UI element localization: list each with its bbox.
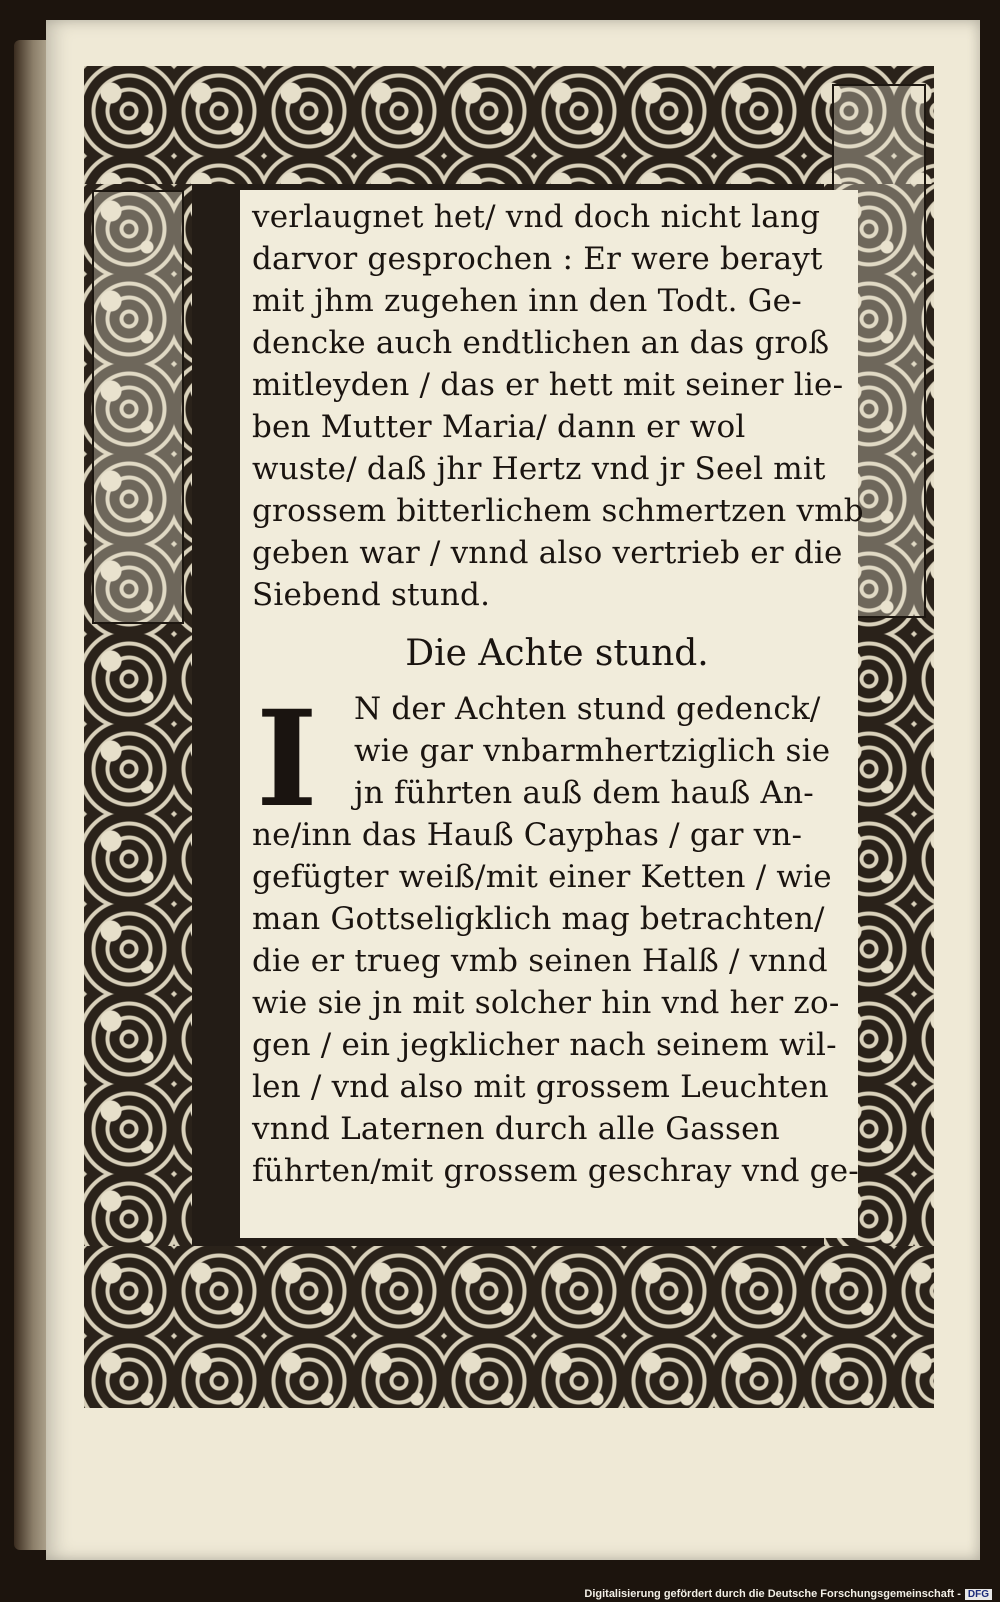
text-line: verlaugnet het/ vnd doch nicht lang (252, 199, 821, 235)
text-line: len / vnd also mit grossem Leuchten (252, 1069, 829, 1105)
text-line: gen / ein jegklicher nach seinem wil- (252, 1027, 837, 1063)
ornament-left-border (84, 184, 192, 1246)
text-line: man Gottseligklich mag betrachten/ (252, 901, 825, 937)
text-line: gefügter weiß/mit einer Ketten / wie (252, 859, 832, 895)
digitization-credit (584, 1588, 992, 1600)
text-line: N der Achten stund gedenck/ (354, 691, 821, 727)
text-line: mit jhm zugehen inn den Todt. Ge- (252, 283, 802, 319)
text-line: die er trueg vmb seinen Halß / vnnd (252, 943, 828, 979)
dfg-logo-icon: DFG (965, 1589, 992, 1600)
text-line: ne/inn das Hauß Cayphas / gar vn- (252, 817, 803, 853)
text-line: grossem bitterlichem schmertzen vmb (252, 493, 864, 529)
text-line: jn führten auß dem hauß An- (354, 775, 814, 811)
text-line: Siebend stund. (252, 577, 491, 613)
text-line: wie gar vnbarmhertziglich sie (354, 733, 831, 769)
text-line: vnnd Laternen durch alle Gassen (252, 1111, 780, 1147)
text-line: ben Mutter Maria/ dann er wol (252, 409, 746, 445)
ornament-top-border (84, 66, 934, 184)
ornament-bottom-border (84, 1246, 934, 1408)
saint-figure-left (92, 190, 184, 624)
text-line: wie sie jn mit solcher hin vnd her zo- (252, 985, 840, 1021)
text-line: mitleyden / das er hett mit seiner lie- (252, 367, 844, 403)
decorated-initial: I (256, 682, 318, 837)
credit-text: Digitalisierung gefördert durch die Deutsche Forschungsgemeinschaft - (584, 1588, 961, 1600)
text-line: dencke auch endtlichen an das groß (252, 325, 830, 361)
section-heading: Die Achte stund. (405, 633, 709, 674)
text-line: wuste/ daß jhr Hertz vnd jr Seel mit (252, 451, 826, 487)
text-line: darvor gesprochen : Er were berayt (252, 241, 823, 277)
text-line: führten/mit grossem geschray vnd ge- (252, 1153, 859, 1189)
body-text (252, 196, 862, 1192)
text-line: geben war / vnnd also vertrieb er die (252, 535, 843, 571)
